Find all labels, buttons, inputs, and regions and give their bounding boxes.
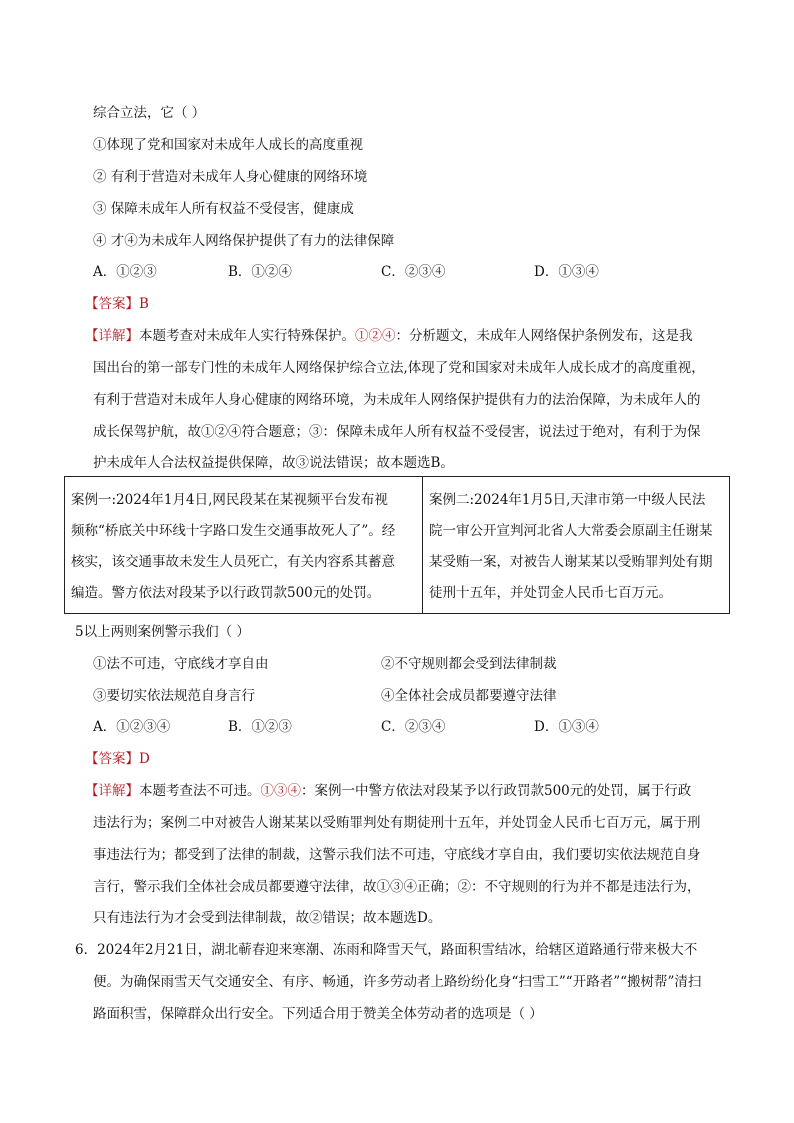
q4-item-3: ③ 保障未成年人所有权益不受侵害，健康成: [93, 201, 354, 217]
q5-answer: [85, 749, 150, 769]
case-table-row: [65, 477, 730, 614]
q5-explain-line-5: 只有违法行为才会受到法律制裁，故②错误；故本题选D。: [93, 910, 442, 926]
q4-answer-value: B: [139, 296, 149, 312]
case-two-line: 某受贿一案，对被告人谢某某以受贿罪判处有期: [429, 554, 713, 570]
q6-line-3: 路面积雪，保障群众出行安全。下列适合用于赞美全体劳动者的选项是（ ）: [93, 1006, 543, 1022]
q5-item-4: ④全体社会成员都要遵守法律: [381, 688, 557, 704]
case-table: [64, 476, 730, 614]
case-one-line: 频称“桥底关中环线十字路口发生交通事故死人了”。经: [71, 523, 396, 539]
case-one-line: 编造。警方依法对段某予以行政罚款500元的处罚。: [71, 585, 381, 601]
case-two-line: 徒刑十五年，并处罚金人民币七百万元。: [429, 585, 672, 601]
q5-option-d: D．①③④: [534, 719, 599, 735]
case-two-line: 案例二:2024年1月5日,天津市第一中级人民法: [429, 492, 706, 508]
q4-explain-text: ：分析题文，未成年人网络保护条例发布，这是我: [395, 328, 693, 344]
q5-stem: 5以上两则案例警示我们（ ）: [75, 624, 250, 640]
q4-explain-line-2: 国出台的第一部专门性的未成年人网络保护综合立法,体现了党和国家对未成年人成长成才的高度重视，: [93, 360, 705, 376]
q4-answer: [85, 294, 149, 314]
q4-explain-line-5: 护未成年人合法权益提供保障，故③说法错误；故本题选B。: [93, 455, 454, 471]
q4-item-2: ② 有利于营造对未成年人身心健康的网络环境: [93, 169, 368, 185]
q5-option-c: C．②③④: [381, 719, 446, 735]
q4-option-b: B．①②④: [228, 264, 292, 280]
case-two-cell: [423, 477, 730, 614]
q4-explain-intro: 本题考查对未成年人实行特殊保护。: [139, 328, 355, 344]
q5-option-b: B．①②③: [228, 719, 292, 735]
q4-item-1: ①体现了党和国家对未成年人成长的高度重视: [93, 137, 363, 153]
q5-explain-line-4: 言行，警示我们全体社会成员都要遵守法律，故①③④正确；②：不守规则的行为并不都是违法行为，: [93, 879, 701, 895]
q6-line-1: 6．2024年2月21日，湖北蕲春迎来寒潮、冻雨和降雪天气，路面积雪结冰，给辖区道路通行带来极大不: [75, 942, 698, 958]
q4-option-a: A．①②③: [93, 264, 157, 280]
q5-item-1: ①法不可违，守底线才享自由: [93, 656, 269, 672]
q4-item-4: ④ 才④为未成年人网络保护提供了有力的法律保障: [93, 233, 395, 249]
q4-option-c: C．②③④: [381, 264, 446, 280]
q5-explain-mark: ①③④: [260, 783, 301, 799]
q5-explain-text: ：案例一中警方依法对段某予以行政罚款500元的处罚，属于行政: [301, 783, 692, 799]
case-two-line: 院一审公开宣判河北省人大常委会原副主任谢某: [429, 523, 713, 539]
q4-explain-mark: ①②④: [355, 328, 396, 344]
q5-explain-intro: 本题考查法不可违。: [139, 783, 261, 799]
q4-option-d: D．①③④: [534, 264, 599, 280]
q5-item-3: ③要切实依法规范自身言行: [93, 688, 255, 704]
q5-item-2: ②不守规则都会受到法律制裁: [381, 656, 557, 672]
q4-stem-tail: 综合立法，它（ ）: [93, 105, 206, 121]
q5-answer-tag: 【答案】: [85, 751, 139, 767]
q4-answer-tag: 【答案】: [85, 296, 139, 312]
q4-explain-line-4: 成长保驾护航，故①②④符合题意；③：保障未成年人所有权益不受侵害，说法过于绝对，有利于为保: [93, 424, 701, 440]
q4-explain-line-3: 有利于营造对未成年人身心健康的网络环境，为未成年人网络保护提供有力的法治保障，为未成年人的: [93, 392, 701, 408]
q4-explain-line-1: [85, 326, 693, 346]
q5-option-a: A．①②③④: [93, 719, 171, 735]
case-one-line: 核实，该交通事故未发生人员死亡，有关内容系其蓄意: [71, 554, 395, 570]
case-one-line: 案例一:2024年1月4日,网民段某在某视频平台发布视: [71, 492, 388, 508]
case-one-cell: [65, 477, 423, 614]
q5-explain-line-3: 事违法行为；都受到了法律的制裁，这警示我们法不可违，守底线才享自由，我们要切实依法规范自身: [93, 847, 701, 863]
q5-explain-tag: 【详解】: [85, 783, 139, 799]
q5-answer-value: D: [139, 751, 150, 767]
q5-explain-line-2: 违法行为；案例二中对被告人谢某某以受贿罪判处有期徒刑十五年，并处罚金人民币七百万元，属于刑: [93, 815, 701, 831]
q6-line-2: 便。为确保雨雪天气交通安全、有序、畅通，许多劳动者上路纷纷化身“扫雪工”“开路者”“搬树帮”清扫: [93, 974, 702, 990]
q5-explain-line-1: [85, 781, 691, 801]
q4-explain-tag: 【详解】: [85, 328, 139, 344]
